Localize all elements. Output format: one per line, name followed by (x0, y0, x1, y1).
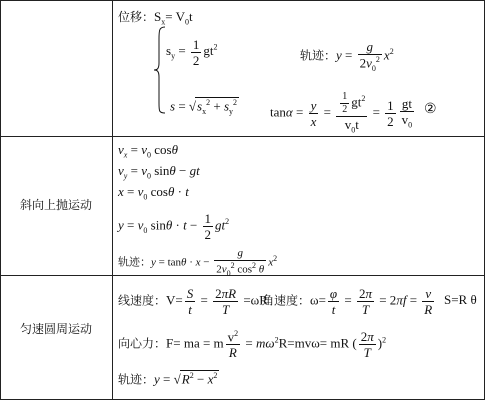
formula-line: 向心力：F= ma = m $\frac{v^2}{R}$ = $m\omega^2R=mv\omega=$ mR ( $\frac{2\pi}{T}$ )$^2$ (118, 329, 387, 361)
table-border-top (0, 0, 485, 1)
formula-line: $v_y = v_0$ sinθ − gt (118, 163, 200, 181)
row-label: 斜向上抛运动 (19, 198, 92, 212)
brace-icon (153, 25, 167, 115)
formula-line: S=R θ (444, 292, 477, 307)
formula-line: $x = v_0$ cosθ · t (118, 184, 189, 202)
formula-line: $v_x = v_0$ cosθ (118, 142, 178, 160)
row-label: 匀速圆周运动 (19, 322, 92, 336)
formula-line: 轨迹：$y = √R^2 - x^2$ (118, 371, 218, 387)
formula-line: 线速度：V= $\frac{S}{t}$ = $\frac{2\pi R}{T}$ =ωR (118, 286, 268, 317)
row-divider (0, 136, 485, 137)
formula-line: 轨迹：y = tanθ · x − $\frac{g}{2v_0^2 \cos^2 \theta}$ $x^2$ (118, 247, 278, 278)
formula-line: 位移：$S_x= V_0t$ (118, 9, 193, 27)
formula-line: $y = v_0$ sinθ · t − $\frac{1}{2}$ $gt^2$ (118, 211, 230, 242)
formula-line: 角速度：ω= $\frac{\varphi}{t}$ = $\frac{2\pi}{T}$ = 2πf = $\frac{v}{R}$ (262, 286, 433, 317)
formula-line: tanα = $\frac{y}{x}$ = $\frac{1}{2}$ $gt^2$ $v_0t$ = $\frac{1}{2}$ $\frac{gt}{v_0}$ (270, 91, 413, 135)
formula-line: 轨迹：y = $\frac{g}{2v_0^2}$ $x^2$ (300, 39, 394, 73)
formula-line: $s_y$ = $\frac{1}{2}$ $gt^2$ (166, 37, 218, 68)
equation-number: ② (424, 102, 437, 117)
column-divider (112, 0, 113, 400)
formula-line: $s = √s_x^2 + s_y^2$ (170, 98, 237, 116)
